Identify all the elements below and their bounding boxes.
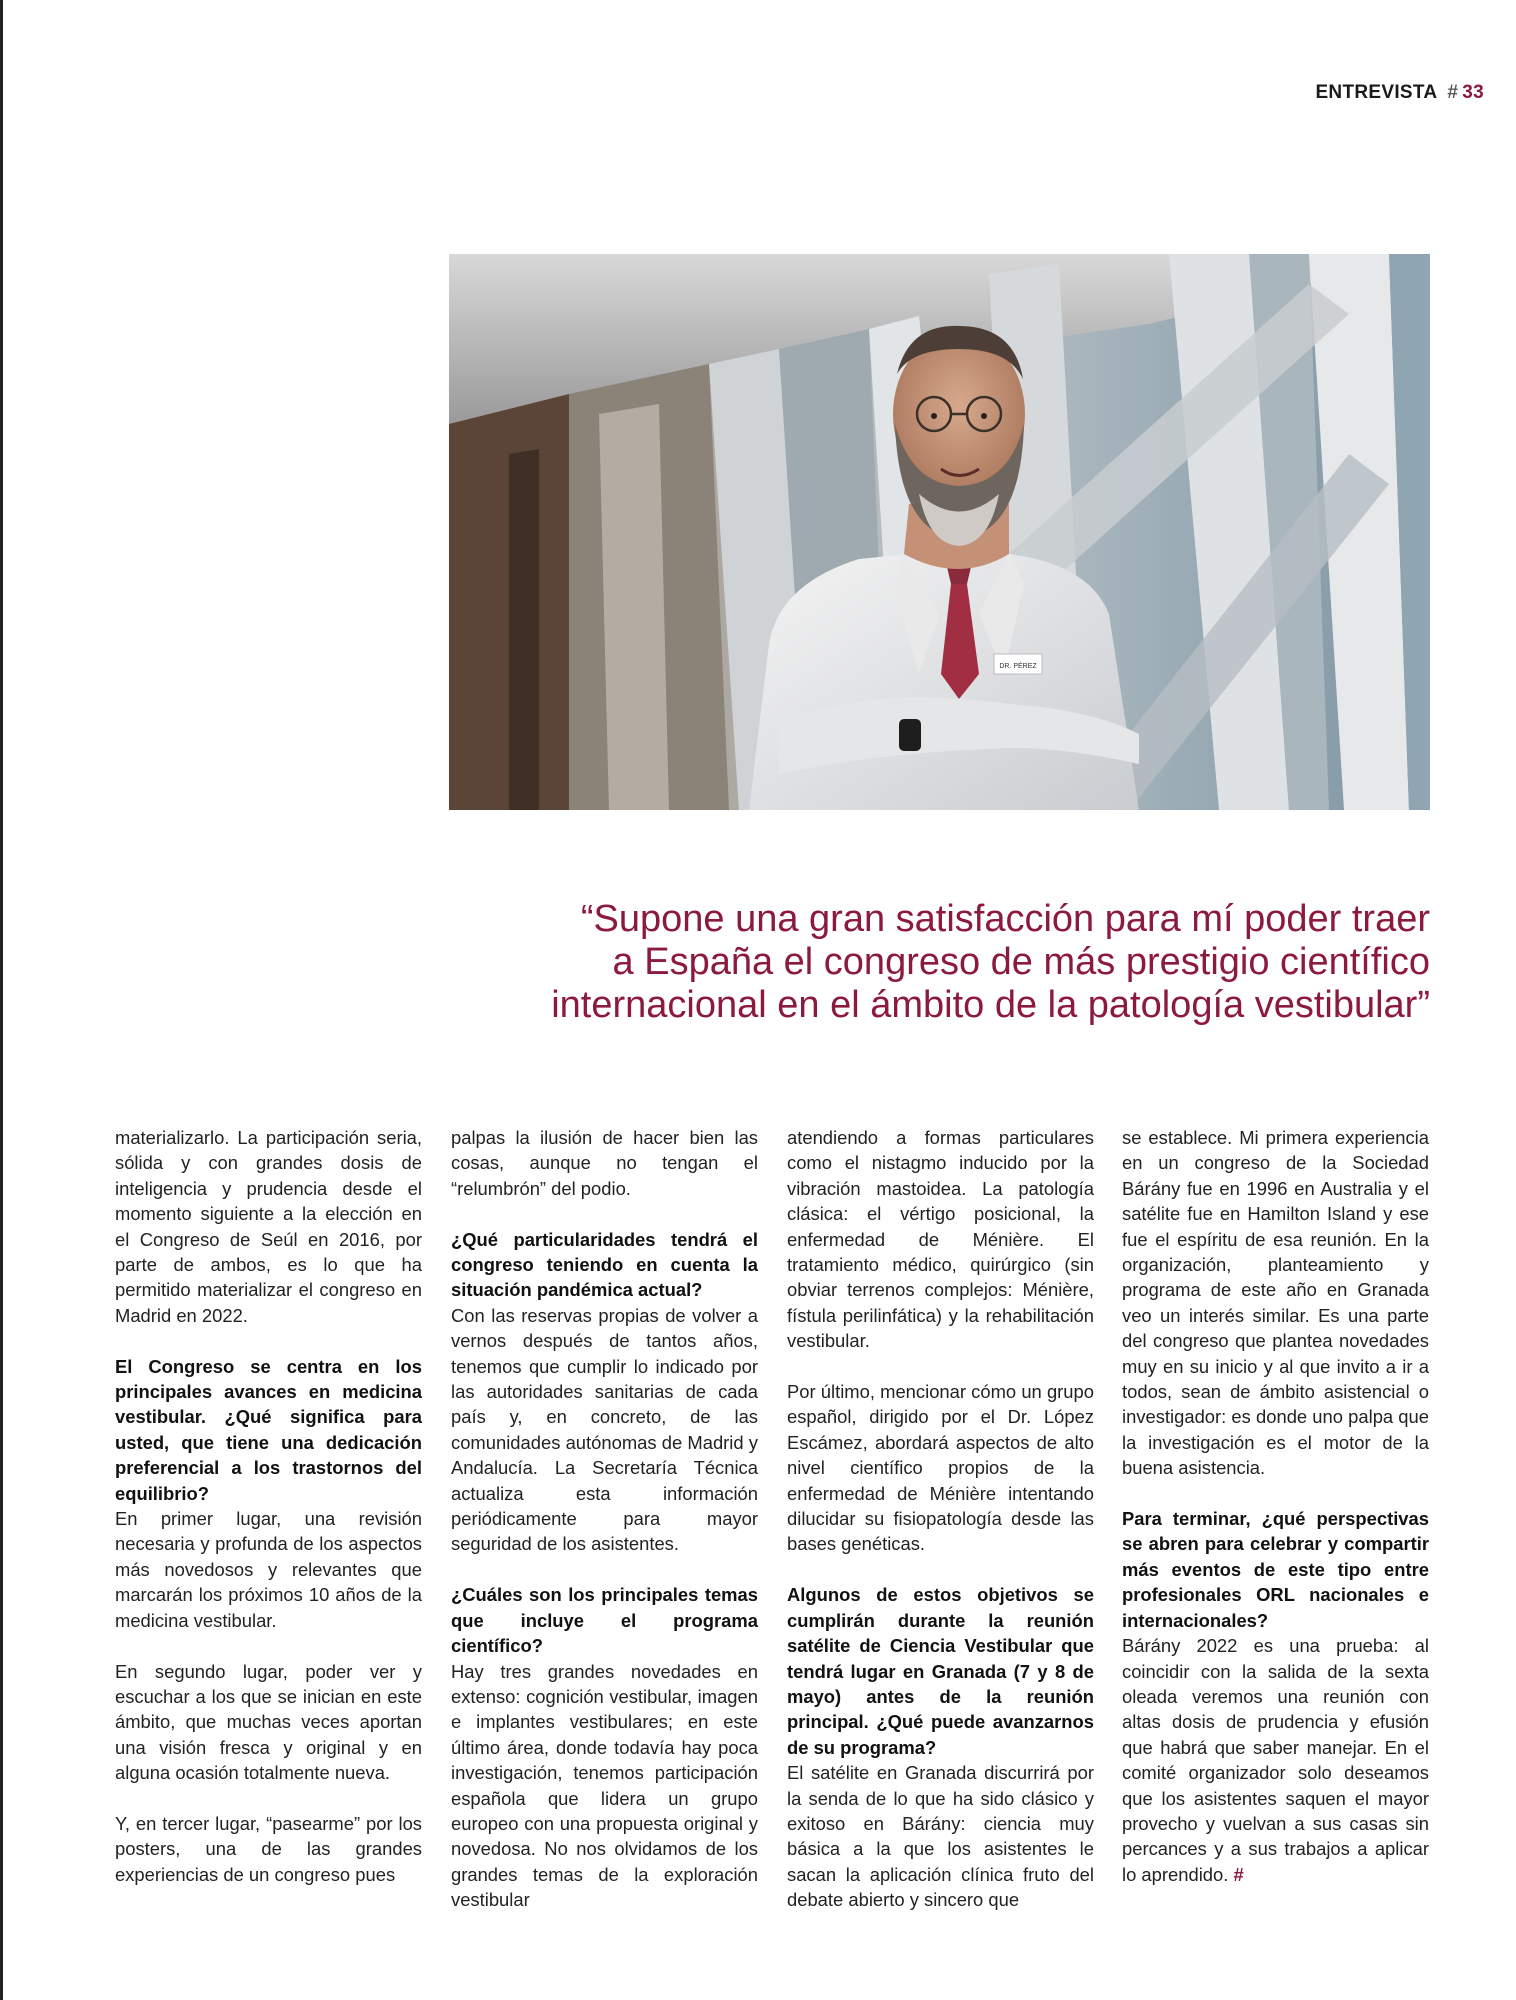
paragraph: atendiendo a formas particulares como el nistagmo inducido por la vibración mastoidea. La patología clásica: el vértigo posicional, la enfermedad de Ménière. El tratamiento médico, quirúrgico (sin obviar terrenos complejos: Ménière, fístula perilinfática) y la rehabilitación vestibular.: [787, 1127, 1094, 1352]
paragraph: El satélite en Granada discurrirá por la senda de lo que ha sido clásico y exitoso en Bárány: ciencia muy básica a la que los asistentes le sacan la aplicación clínica fruto del debate abierto y sincero que: [787, 1762, 1094, 1911]
interview-question: ¿Qué particularidades tendrá el congreso teniendo en cuenta la situación pandémica actual?: [451, 1228, 758, 1301]
text-column-1: [115, 1125, 422, 1887]
paragraph: Y, en tercer lugar, “pasearme” por los posters, una de las grandes experiencias de un congreso pues: [115, 1812, 422, 1885]
paragraph: materializarlo. La participación seria, sólida y con grandes dosis de inteligencia y prudencia desde el momento siguiente a la elección en el Congreso de Seúl en 2016, por parte de ambos, es lo que ha permitido materializar el congreso en Madrid en 2022.: [115, 1127, 422, 1326]
paragraph: Hay tres grandes novedades en extenso: cognición vestibular, imagen e implantes vestibulares; en este último área, donde todavía hay poca investigación, tenemos participación española que lidera un grupo europeo con una propuesta original y novedosa. No nos olvidamos de los grandes temas de la exploración vestibular: [451, 1660, 758, 1911]
header-hash: #: [1447, 82, 1459, 103]
interview-question: Para terminar, ¿qué perspectivas se abren para celebrar y compartir más eventos de este tipo entre profesionales ORL nacionales e internacionales?: [1122, 1508, 1429, 1631]
name-badge: DR. PÉREZ: [999, 663, 1037, 670]
interview-question: El Congreso se centra en los principales avances en medicina vestibular. ¿Qué significa para usted, que tiene una dedicación preferencial a los trastornos del equilibrio?: [115, 1355, 422, 1504]
paragraph: Con las reservas propias de volver a vernos después de tantos años, tenemos que cumplir lo indicado por las autoridades sanitarias de cada país y, en concreto, de las comunidades autónomas de Madrid y Andalucía. La Secretaría Técnica actualiza esta información periódicamente para mayor seguridad de los asistentes.: [451, 1304, 758, 1555]
page-edge-rule: [0, 0, 3, 2000]
interview-question: Algunos de estos objetivos se cumplirán durante la reunión satélite de Ciencia Vestibular que tendrá lugar en Granada (7 y 8 de mayo) antes de la reunión principal. ¿Qué puede avanzarnos de su programa?: [787, 1584, 1094, 1758]
interview-question: ¿Cuáles son los principales temas que incluye el programa científico?: [451, 1584, 758, 1657]
paragraph: En primer lugar, una revisión necesaria y profunda de los aspectos más novedosos y relevantes que marcarán los próximos 10 años de la medicina vestibular.: [115, 1508, 422, 1631]
page-header: [1315, 82, 1484, 104]
paragraph: En segundo lugar, poder ver y escuchar a los que se inician en este ámbito, que muchas veces aportan una visión fresca y original y en alguna ocasión totalmente nueva.: [115, 1660, 422, 1784]
text-column-3: [787, 1125, 1094, 1913]
section-label: ENTREVISTA: [1315, 82, 1438, 103]
pull-quote: [440, 898, 1430, 1027]
pull-quote-line: internacional en el ámbito de la patología vestibular”: [551, 984, 1430, 1026]
text-column-2: [451, 1125, 758, 1913]
end-mark: #: [1233, 1863, 1244, 1885]
pull-quote-line: “Supone una gran satisfacción para mí poder traer: [580, 898, 1430, 940]
page-number: 33: [1462, 82, 1484, 103]
pull-quote-line: a España el congreso de más prestigio científico: [612, 941, 1430, 983]
paragraph: palpas la ilusión de hacer bien las cosas, aunque no tengan el “relumbrón” del podio.: [451, 1127, 758, 1199]
paragraph-text: Bárány 2022 es una prueba: al coincidir con la salida de la sexta oleada veremos una reunión con altas dosis de prudencia y efusión que habrá que saber manejar. En el comité organizador solo deseamos que los asistentes saquen el mayor provecho y vuelvan a sus casas sin percances y a sus trabajos a aplicar lo aprendido.: [1122, 1635, 1429, 1885]
paragraph: [1122, 1633, 1429, 1887]
interview-photo: [449, 254, 1430, 810]
text-column-4: [1122, 1125, 1429, 1887]
paragraph: Por último, mencionar cómo un grupo español, dirigido por el Dr. López Escámez, abordará aspectos de alto nivel científico propios de la enfermedad de Ménière intentando dilucidar su fisiopatología desde las bases genéticas.: [787, 1381, 1094, 1555]
paragraph: se establece. Mi primera experiencia en un congreso de la Sociedad Bárány fue en 1996 en Australia y el satélite fue en Hamilton Island y ese fue el espíritu de esa reunión. En la organización, planteamiento y programa de este año en Granada veo un interés similar. Es una parte del congreso que plantea novedades muy en su inicio y al que invito a ir a todos, sean de ámbito asistencial o investigador: es donde uno palpa que la investigación es el motor de la buena asistencia.: [1122, 1127, 1429, 1479]
